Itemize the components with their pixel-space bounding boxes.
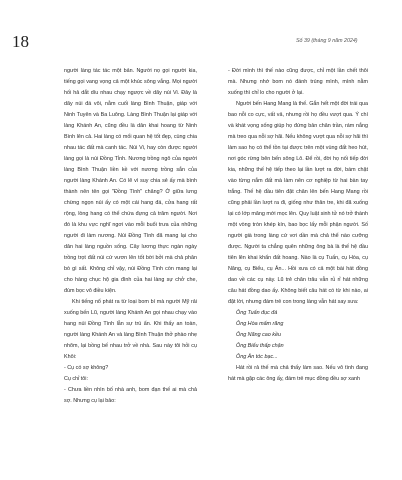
left-column	[64, 66, 197, 407]
paragraph: người làng tác tác một bản. Người nọ gọi người kia, tiếng gọi vang vọng cả một khúc sông vắng. Mọi người hối hả dắt díu nhau chạy ngược về dãy núi Vi. Đây là dãy núi đá vôi, nằm cuối làng Bình Thuận, giáp với Ninh Tuyên và Ba Luông. Làng Bình Thuận lại giáp với làng Khánh An, cũng đều là dân khai hoang từ Ninh Bình lên cả. Hai làng có mối quan hệ tốt đẹp, cùng chia nhau tác đất mà canh tác. Núi Vi, hay còn được người làng gọi là núi Đồng Tỉnh. Nương trồng ngô của người làng Bình Thuận liền kề với nương trồng sắn của người làng Khánh An. Có lẽ vì suy chia sẻ ấy mà bình thành nên tên gọi "Đồng Tình" chăng? Ở giữa lưng chừng ngọn núi ấy có một cái hang đá, cửa hang rất rộng, lòng hang có thể chứa đựng cả trăm người. Nơi đó là khu vực nghĩ ngơi vào mỗi buổi trưa của những người đi làm nương. Núi Đồng Tình đã mang lại cho dân hai làng nguồn sống. Cây lương thực ngàn ngày trồng trọt đất núi cứ vươn lên tốt bời bởi mà chả phân bò gì sất. Không chỉ vậy, núi Đồng Tình còn mang lại cho hàng chục hộ gia đình của hai làng sự chở che, đùm bọc vô điều kiện.	[64, 68, 197, 294]
verse-line: Ông Biểu thấp chận	[236, 343, 284, 349]
right-column	[228, 66, 368, 385]
paragraph: - Đời mình thì thế nào cũng được, chỉ một lần chết thôi mà. Nhưng nhớ bom nó đánh trúng mình, mình nằm xuống thì chỉ lo cho người ở lại.	[228, 68, 368, 96]
dialogue-line: - Chưa liền nhìn bố nhà anh, bom đạn thế ai mà chả sợ. Nhưng cụ lại bảo:	[64, 387, 197, 404]
page-number: 18	[12, 32, 29, 51]
paragraph: Người bến Hang Mang là thế. Gắn hết một đời trái qua bao nỗi co cực, vất vả, nhưng rồi họ đều vượt qua. Ý chí và khát vọng sống giúp họ đứng bản chân trần, rám nắng mà treo qua nỗi sợ hãi. Nếu không vượt qua nỗi sợ hãi thì làm sao họ có thể tồn tại được trên một vùng đất heo hút, nơi góc rừng bên bến sông Lô. Để rồi, đời họ nối tiếp đời kia, những thế hệ tiếp theo lại lần lượt ra đời, bám chặt vào từng nắm đất mà làm nên cơ nghiệp từ hai bàn tay trắng. Thế hệ đầu tiên đặt chân lên bến Hang Mang rồi cũng phải lần lượt ra đi, giống như thân tre, khi đã xuống lại có lớp măng mới mọc lên. Quy luật sinh tử nó trở thành một vòng tròn khép kín, bao bọc lấy mỗi phận người. Số người già trong làng cứ vơi dần mà chả thể nào cưỡng được. Người ta chẳng quên những ông bà là thế hệ đầu tiên lên khai khẩn đất hoang. Nào là cụ Tuấn, cụ Hòa, cụ Năng, cụ Biểu, cụ Ân... Hồi xưa có cả một bài hát đồng dao về các cụ này. Lũ trẻ chăn trâu vẫn rủ rỉ hát những câu hát đồng dao ấy. Không biết câu hát có từ khi nào, ai đặt lời, nhưng đám trẻ con trong làng vẫn hát say sưa:	[228, 101, 368, 305]
dialogue-line: - Cụ có sợ không?	[64, 365, 109, 371]
paragraph: Hát rồi rả thế mà chả thấy làm sao. Nếu vô tình đang hát mà gặp các ông ấy, đám trẻ mục đồng đều sợ xanh	[228, 365, 368, 382]
verse-line: Ông Hòa mấm răng	[236, 321, 284, 327]
verse-line: Ông Năng cao kều	[236, 332, 281, 338]
dialogue-line: Cụ chỉ tôi:	[64, 376, 88, 382]
verse-line: Ông Ân tóc bạc...	[236, 354, 278, 360]
issue-label: Số 39 (tháng 9 năm 2024)	[296, 38, 358, 44]
paragraph: Khi tiếng nổ phát ra từ loại bom bí mà người Mỹ rải xuống bến Lũ, người làng Khánh An gọi nhau chạy vào hang núi Đồng Tình lẫn sự trú ẩn. Khi thấy an toàn, người làng Khánh An và làng Bình Thuận thở phào nhẹ nhõm, lại bồng bế nhau trở về nhà. Sau này tôi hỏi cụ Khôi:	[64, 299, 197, 360]
verse-line: Ông Tuấn đục đá	[236, 310, 278, 316]
